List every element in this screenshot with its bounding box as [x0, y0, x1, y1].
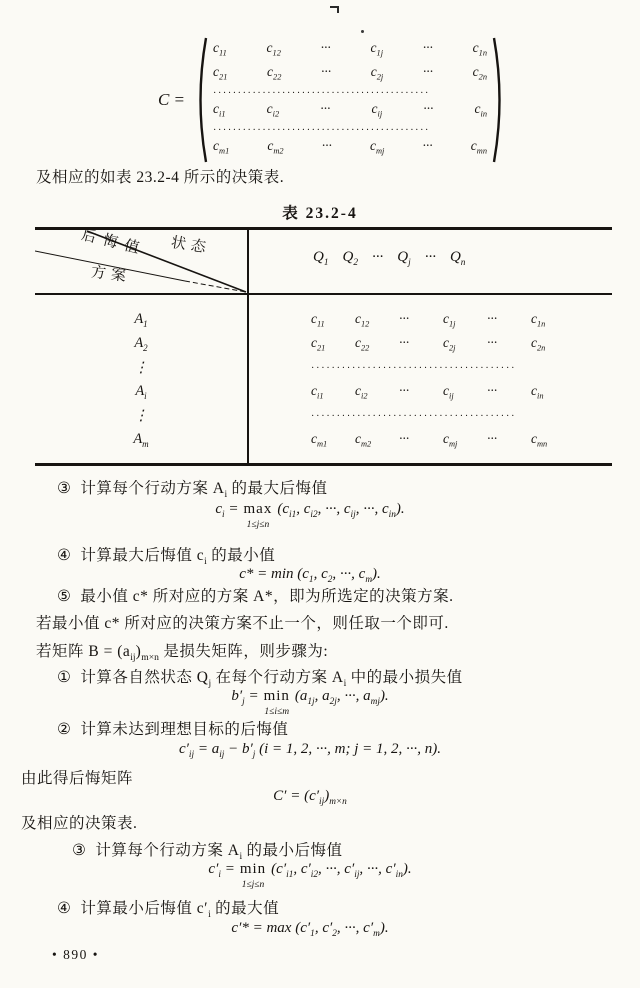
matrix-cell: ···: [422, 138, 433, 154]
matrix-cell: ···: [321, 64, 332, 80]
state-header-cell: $Q_2$: [342, 249, 358, 268]
formula-text: $c* = \min (c_1$, $c_2$, ···, $c_m$).: [239, 566, 381, 585]
step-4b-number: ④: [57, 900, 72, 917]
table-cell: $c_{m2}$: [355, 431, 372, 449]
table-cell: ···: [487, 431, 498, 447]
formula-text: $c'_{ij} = a_{ij} - b'_j$ (i = 1, 2, ···, m; j = 1, 2, ···, n).: [178, 741, 442, 760]
matrix-row: [213, 39, 487, 63]
table-row: [35, 404, 612, 428]
formula-rhs: ($c'_{i1}$, $c'_{i2}$, ···, $c'_{ij}$, ···, $c'_{in}$).: [271, 861, 412, 880]
matrix-cell: $c_{2j}$: [370, 64, 384, 83]
header-label-state: 状态: [169, 234, 212, 258]
matrix-paren-left-icon: [194, 36, 208, 164]
matrix-cell: $c_{22}$: [267, 64, 282, 83]
table-cell: $c_{21}$: [311, 335, 326, 353]
table-cell: ···: [487, 383, 498, 399]
table-cell: $c_{1j}$: [443, 311, 456, 329]
table-cell: $c_{22}$: [355, 335, 370, 353]
action-row-label: $A_1$: [134, 311, 148, 329]
step-4-heading: [57, 543, 275, 567]
state-header-cell: $Q_j$: [397, 249, 411, 268]
matrix-row: [213, 137, 487, 161]
state-header-cell: $Q_1$: [313, 249, 329, 268]
state-header-cell: ···: [424, 249, 436, 265]
scan-dot: [361, 30, 364, 33]
matrix-cell: $c_{1n}$: [472, 40, 488, 58]
table-cell: ···: [487, 311, 498, 327]
step-3-heading: [57, 476, 328, 500]
table-cell: $c_{i2}$: [355, 383, 368, 401]
step-2-text: 计算未达到理想目标的后悔值: [80, 721, 289, 738]
matrix-dots-row: ············································: [213, 87, 430, 99]
matrix-row: [213, 63, 487, 87]
step-4-number: ④: [57, 547, 72, 564]
matrix-cell: $c_{ij}$: [371, 101, 383, 119]
table-value-cells: [247, 335, 612, 353]
table-value-cells: [247, 383, 612, 401]
step-5-heading: [57, 584, 453, 606]
table-cell: $c_{mj}$: [443, 431, 458, 449]
table-dots-row: ········································: [311, 362, 517, 374]
max-operator: [244, 501, 273, 534]
step-1-text: 计算各自然状态 $Q_j$ 在每个行动方案 $A_i$ 中的最小损失值: [80, 669, 463, 690]
table-row: [35, 380, 612, 404]
matrix-cell: $c_{11}$: [213, 40, 227, 58]
step-3-text: 计算每个行动方案 $A_i$ 的最大后悔值: [80, 480, 328, 501]
matrix-cell: $c_{in}$: [474, 101, 488, 119]
regret-matrix-equation: [12, 36, 640, 164]
table-value-cells: [247, 431, 612, 449]
state-header-cell: $Q_n$: [449, 249, 466, 268]
operator-limits: 1≤j≤n: [241, 880, 265, 890]
table-row: [35, 428, 612, 452]
step-2-heading: [57, 717, 288, 739]
matrix-cell: ···: [320, 101, 331, 117]
min-operator: [240, 861, 266, 894]
table-cell: $c_{m1}$: [311, 431, 328, 449]
header-label-regret-value: 后悔值: [79, 227, 148, 259]
paragraph-loss-matrix: 若矩阵 $B = (a_{ij})_{m\times n}$ 是损失矩阵，则步骤为:: [36, 643, 329, 664]
table-cell: ···: [399, 431, 410, 447]
step-2-number: ②: [57, 721, 72, 738]
table-cell: $c_{11}$: [311, 311, 325, 329]
decision-table: [35, 227, 612, 466]
operator-name: max: [243, 501, 273, 517]
table-header: [35, 227, 612, 295]
matrix-cell: $c_{mn}$: [470, 138, 488, 156]
table-cell: $c_{mn}$: [531, 431, 548, 449]
table-cell: $c_{2n}$: [531, 335, 546, 353]
matrix-cell: $c_{12}$: [266, 40, 281, 58]
page-number: • 890 •: [52, 947, 99, 962]
formula-regret-definition: [35, 741, 585, 764]
table-cell: $c_{i1}$: [311, 383, 324, 401]
step-3b-number: ③: [72, 842, 87, 859]
matrix-dots-row: ············································: [213, 124, 430, 136]
matrix-rows: [208, 37, 492, 163]
formula-text: $C' = (c'_{ij})_{m\times n}$: [273, 788, 347, 807]
matrix-cell: ···: [321, 138, 332, 154]
scan-mark: [330, 6, 339, 13]
matrix-paren-right-icon: [492, 36, 506, 164]
matrix-lhs: C =: [157, 90, 186, 109]
formula-lhs: $c'_i$ =: [208, 861, 235, 880]
matrix-cell: $c_{1j}$: [370, 40, 384, 58]
paragraph-regret-matrix: 由此得后悔矩阵: [21, 770, 134, 787]
matrix-cell: $c_{21}$: [213, 64, 228, 83]
table-cell: ···: [399, 311, 410, 327]
step-4b-heading: [57, 896, 279, 920]
matrix-cell: $c_{i1}$: [213, 101, 226, 119]
table-cell: $c_{12}$: [355, 311, 370, 329]
step-5-number: ⑤: [57, 588, 72, 605]
intro-sentence: 及相应的如表 23.2-4 所示的决策表.: [36, 169, 285, 186]
state-column-headers: [247, 249, 612, 268]
table-row: [35, 356, 612, 380]
action-row-label: ⋮: [133, 359, 149, 376]
operator-limits: 1≤j≤n: [246, 520, 270, 530]
operator-limits: 1≤i≤m: [264, 707, 290, 717]
matrix-row: [213, 100, 487, 124]
action-row-label: ⋮: [133, 407, 149, 424]
step-4b-text: 计算最小后悔值 $c'_i$ 的最大值: [80, 900, 280, 921]
table-cell: $c_{in}$: [531, 383, 544, 401]
formula-regret-matrix: [35, 788, 585, 811]
matrix-cell: ···: [422, 64, 434, 80]
formula-lhs: $b'_j$ =: [231, 688, 259, 707]
paragraph-tie-break: 若最小值 c* 所对应的决策方案不止一个，则任取一个即可.: [36, 615, 449, 632]
table-cell: ···: [487, 335, 498, 351]
formula-rhs: ($a_{1j}$, $a_{2j}$, ···, $a_{mj}$).: [294, 688, 389, 707]
formula-max-regret: [35, 501, 585, 534]
header-label-plan: 方案: [89, 264, 132, 286]
action-row-label: $A_2$: [134, 335, 148, 353]
action-row-label: $A_i$: [135, 383, 147, 401]
step-1-number: ①: [57, 669, 72, 686]
table-cell: $c_{ij}$: [443, 383, 454, 401]
step-3b-heading: [72, 838, 343, 862]
table-cell: ···: [399, 383, 410, 399]
step-4-text: 计算最大后悔值 $c_i$ 的最小值: [80, 547, 276, 568]
step-5-text: 最小值 c* 所对应的方案 A*，即为所选定的决策方案.: [80, 588, 454, 605]
matrix-cell: ···: [320, 40, 331, 55]
matrix-cell: $c_{m1}$: [213, 138, 230, 156]
step-3-number: ③: [57, 480, 72, 497]
operator-name: min: [263, 688, 290, 704]
table-body: [35, 295, 612, 463]
state-header-cell: ···: [372, 249, 384, 265]
table-caption: 表 23.2-4: [282, 205, 358, 222]
table-row: [35, 332, 612, 356]
table-cell: ···: [399, 335, 410, 351]
matrix-cell: ···: [423, 101, 434, 117]
table-cell: $c_{1n}$: [531, 311, 546, 329]
formula-text: $c'* = \max (c'_1$, $c'_2$, ···, $c'_m$).: [231, 920, 389, 939]
formula-rhs: ($c_{i1}$, $c_{i2}$, ···, $c_{ij}$, ···, $c_{in}$).: [277, 501, 405, 520]
table-cell: $c_{2j}$: [443, 335, 456, 353]
matrix-cell: $c_{i2}$: [266, 101, 280, 119]
paragraph-decision-table: 及相应的决策表.: [21, 815, 138, 832]
table-value-cells: [247, 311, 612, 329]
formula-lhs: $c_i$ =: [215, 501, 239, 520]
matrix-cell: $c_{2n}$: [472, 64, 487, 83]
table-row: [35, 308, 612, 332]
step-1-heading: [57, 665, 463, 689]
formula-max-of-min: [35, 920, 585, 943]
table-dots-row: ········································: [311, 410, 517, 422]
matrix-cell: ···: [422, 40, 433, 55]
operator-name: min: [239, 861, 267, 877]
formula-min-regret: [35, 861, 585, 894]
step-3b-text: 计算每个行动方案 $A_i$ 的最小后悔值: [95, 842, 343, 863]
action-row-label: $A_m$: [133, 431, 149, 449]
matrix-cell: $c_{mj}$: [370, 138, 385, 156]
matrix-cell: $c_{m2}$: [267, 138, 284, 156]
